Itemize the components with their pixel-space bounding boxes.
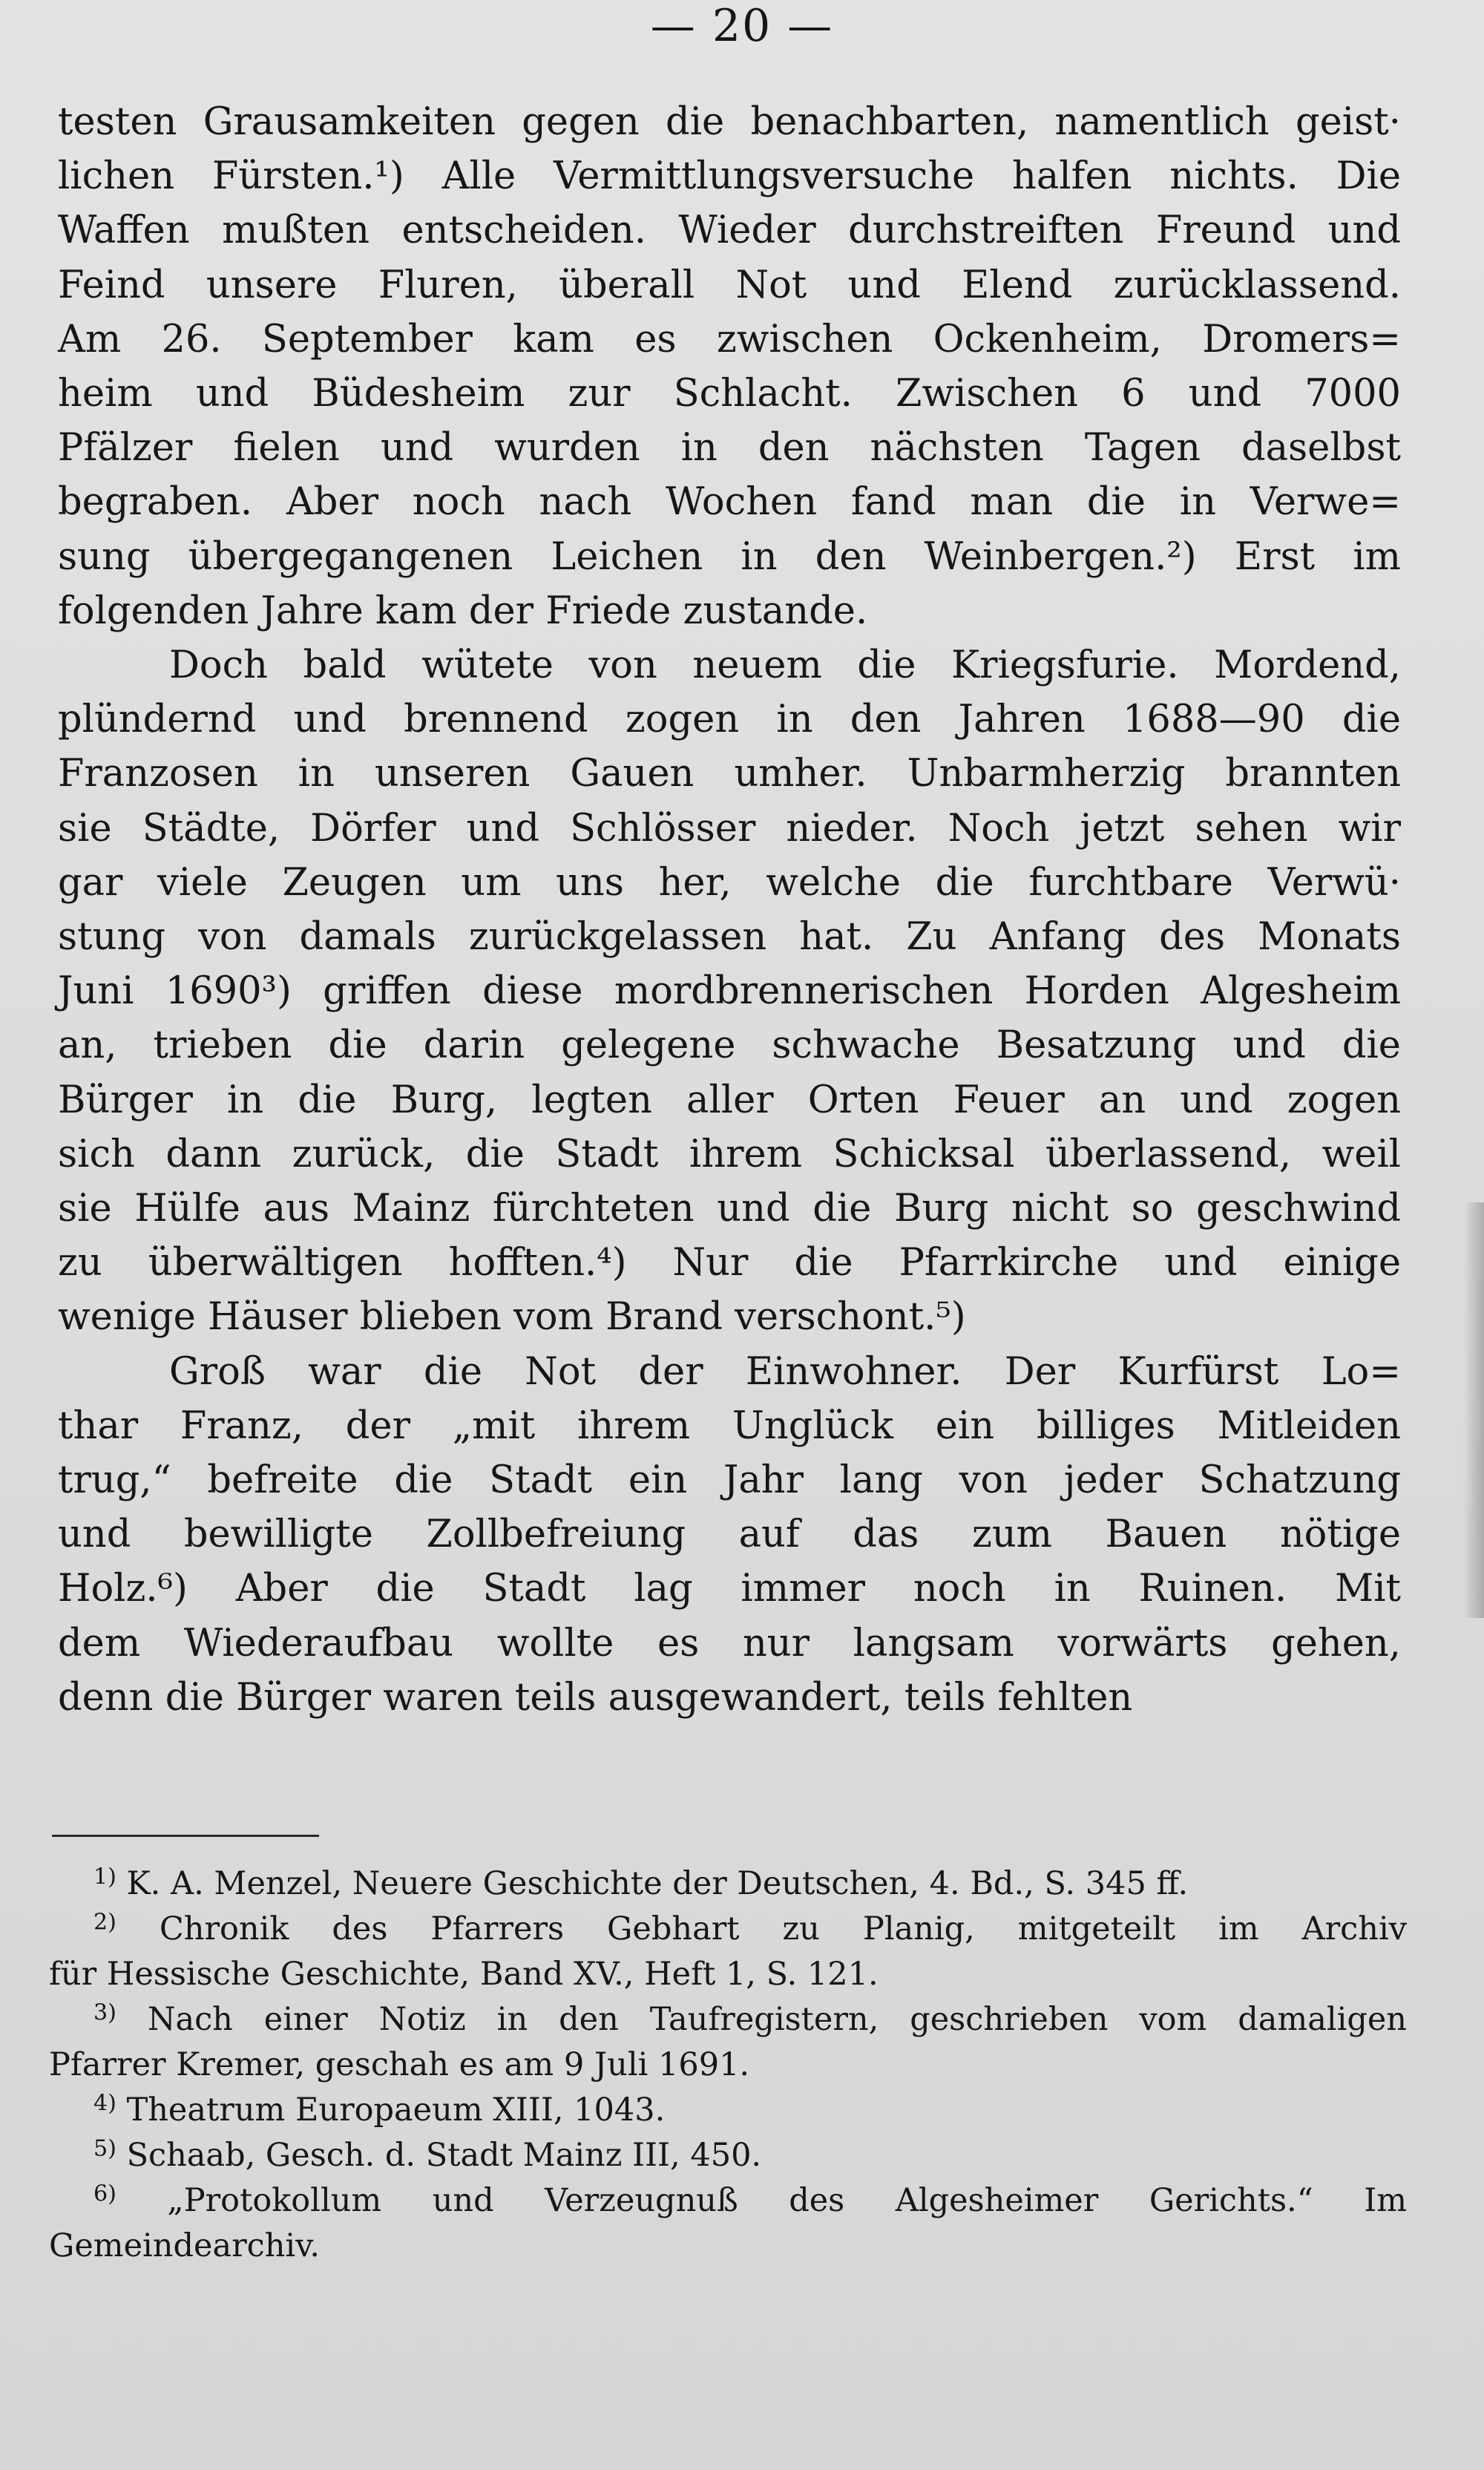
text-line: gar viele Zeugen um uns her, welche die furchtbare Verwü· [58,860,1401,905]
main-text [58,95,1401,1725]
footnote-text: „Protokollum und Verzeugnuß des Algesheimer Gerichts.“ Im [167,2182,1407,2219]
footnote-marker: 1) [93,1864,116,1890]
footnotes [49,1861,1407,2269]
footnote-text: Schaab, Gesch. d. Stadt Mainz III, 450. [126,2137,762,2174]
footnote-text: Gemeindearchiv. [49,2227,321,2264]
text-line: Doch bald wütete von neuem die Kriegsfurie. Mordend, [169,643,1401,688]
footnote [49,2133,1407,2178]
footnote-marker: 2) [93,1909,116,1936]
text-line: stung von damals zurückgelassen hat. Zu Anfang des Monats [58,915,1401,960]
text-line: thar Franz, der „mit ihrem Unglück ein billiges Mitleiden [58,1403,1401,1448]
text-line: heim und Büdesheim zur Schlacht. Zwischen 6 und 7000 [58,372,1401,416]
footnote-separator [52,1835,319,1837]
footnote-text: Pfarrer Kremer, geschah es am 9 Juli 1691. [49,2046,750,2083]
footnote-line [49,1907,1407,1952]
text-line: Groß war die Not der Einwohner. Der Kurfürst Lo= [169,1349,1401,1394]
text-line: Juni 1690³) griffen diese mordbrennerischen Horden Algesheim [58,969,1401,1014]
text-line: denn die Bürger waren teils ausgewandert, teils fehlten [58,1675,1133,1720]
footnote-line [49,1861,1407,1907]
text-line: trug,“ befreite die Stadt ein Jahr lang von jeder Schatzung [58,1458,1401,1503]
text-line: Holz.⁶) Aber die Stadt lag immer noch in Ruinen. Mit [58,1567,1401,1611]
footnote-text: für Hessische Geschichte, Band XV., Heft 1, S. 121. [49,1956,879,1993]
page-edge-shadow [1463,1202,1484,1618]
footnote-marker: 5) [93,2135,116,2162]
footnote-text: Chronik des Pfarrers Gebhart zu Planig, mitgeteilt im Archiv [159,1910,1407,1948]
footnote-text: Theatrum Europaeum XIII, 1043. [126,2091,666,2129]
text-line: sich dann zurück, die Stadt ihrem Schicksal überlassend, weil [58,1132,1401,1176]
footnote-marker: 3) [93,1999,116,2026]
text-line: sie Hülfe aus Mainz fürchteten und die Burg nicht so geschwind [58,1187,1401,1231]
text-line: wenige Häuser blieben vom Brand verschont.⁵) [58,1295,966,1340]
footnote-line [49,2133,1407,2178]
footnote-line [49,2088,1407,2133]
text-line: Am 26. September kam es zwischen Ockenheim, Dromers= [58,317,1401,361]
footnote-line [49,2178,1407,2224]
text-line: Bürger in die Burg, legten aller Orten Feuer an und zogen [58,1078,1401,1122]
footnote-text: K. A. Menzel, Neuere Geschichte der Deutschen, 4. Bd., S. 345 ff. [126,1865,1189,1902]
text-line: zu überwältigen hofften.⁴) Nur die Pfarrkirche und einige [58,1241,1401,1285]
paragraph [58,95,1401,638]
text-line: testen Grausamkeiten gegen die benachbarten, namentlich geist· [58,100,1401,144]
footnote-line [49,1997,1407,2042]
text-line: plündernd und brennend zogen in den Jahren 1688—90 die [58,698,1401,742]
footnote [49,2088,1407,2133]
footnote-marker: 4) [93,2090,116,2117]
text-line: und bewilligte Zollbefreiung auf das zum Bauen nötige [58,1513,1401,1557]
footnote [49,1861,1407,1907]
text-line: folgenden Jahre kam der Friede zustande. [58,589,868,633]
text-line: begraben. Aber noch nach Wochen fand man die in Verwe= [58,480,1401,525]
footnote-marker: 6) [93,2181,116,2207]
text-line: Waffen mußten entscheiden. Wieder durchstreiften Freund und [58,209,1401,253]
text-line: sung übergegangenen Leichen in den Weinbergen.²) Erst im [58,534,1401,579]
footnote-line [49,2042,1407,2088]
text-line: Pfälzer fielen und wurden in den nächsten Tagen daselbst [58,426,1401,471]
text-line: dem Wiederaufbau wollte es nur langsam vorwärts gehen, [58,1621,1401,1665]
page-number: — 20 — [650,0,834,52]
footnote-line [49,2224,1407,2269]
footnote-line [49,1952,1407,1997]
footnote [49,2178,1407,2269]
footnote [49,1997,1407,2088]
text-line: Feind unsere Fluren, überall Not und Elend zurücklassend. [58,263,1401,307]
paragraph [58,638,1401,1345]
footnote-text: Nach einer Notiz in den Taufregistern, geschrieben vom damaligen [147,2001,1407,2038]
paragraph [58,1345,1401,1725]
text-line: an, trieben die darin gelegene schwache Besatzung und die [58,1023,1401,1068]
text-line: Franzosen in unseren Gauen umher. Unbarmherzig brannten [58,752,1401,796]
footnote [49,1907,1407,1997]
text-line: lichen Fürsten.¹) Alle Vermittlungsversuche halfen nichts. Die [58,154,1401,199]
text-line: sie Städte, Dörfer und Schlösser nieder. Noch jetzt sehen wir [58,806,1401,851]
